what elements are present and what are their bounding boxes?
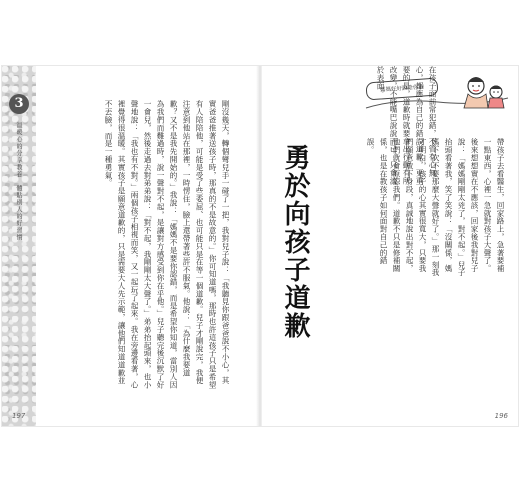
chapter-title: 勇於向孩子道歉	[280, 144, 310, 340]
right-body-text: 帶孩子去看醫生，回家路上，急著要補一點東西，心裡一急就對孩子大聲了。後來想想實在不應該，回家後我對兒子說：「媽媽剛剛太兇了，對不起。」兒子抬頭看著我，笑了笑說：「沒關係，媽媽下次不要那麼大聲就好了。」那一刻我才明白，孩子的心其實很寬大，只要我們願意放下身段，真誠地說出對不起，他們就會原諒我們。道歉不只是修補關係，也是在教孩子如何面對自己的錯誤。	[366, 138, 505, 277]
right-page-number: 196	[494, 412, 508, 420]
right-page	[262, 66, 518, 426]
decorative-margin-pattern	[2, 66, 36, 426]
book-spread	[2, 66, 518, 426]
left-body-text: 剛沒幾天，轉個彎兒手一碰了一把，我對兒子說：「我聽見你跟爸爸說不小心，其實爸爸推著送孩子時，那真的不是故意的。」你可知道嗎，那時也許這孩子只是希望有人陪陪他，可能是受了些委屈、也可能只是在等一個道歉。兒子才剛說完，我便注意到他站在那裡，一時愣住，臉上還帶著些許不服氣。他說：「為什麼我要道歉？又不是我先開始的。」我說：「媽媽不是要你認錯，而是希望你知道，當別人因為我們而難過時，說一聲對不起，是讓對方感受到你在乎他。」兒子聽完後沉默了好一會兒，然後走過去對弟弟說：「對不起，我剛剛太大聲了。」弟弟抬起頭來，也小聲地說：「我也有不對。」兩個孩子相視而笑，又一起玩了起來。我在旁邊看著，心裡覺得很溫暖。其實孩子是願意道歉的，只是需要大人先示範，讓他們知道道歉並不丟臉，而是一種勇氣。	[104, 100, 230, 389]
left-page-number: 197	[12, 412, 26, 420]
left-page	[2, 66, 258, 426]
chapter-side-label: 溫暖心的分享教養 體貼別人的好習慣	[15, 122, 22, 241]
chapter-number-badge: 3	[9, 94, 29, 114]
intro-quote: 在孩子面前常犯錯，不管有心無心，都應為自己的錯誤道歉，更重要的是，道歉時就要拿出行動有所改變，不能嘴巴說說而已，只會流於表面。	[376, 66, 437, 185]
speech-banner: 媽媽好好說給你聽	[365, 78, 438, 101]
